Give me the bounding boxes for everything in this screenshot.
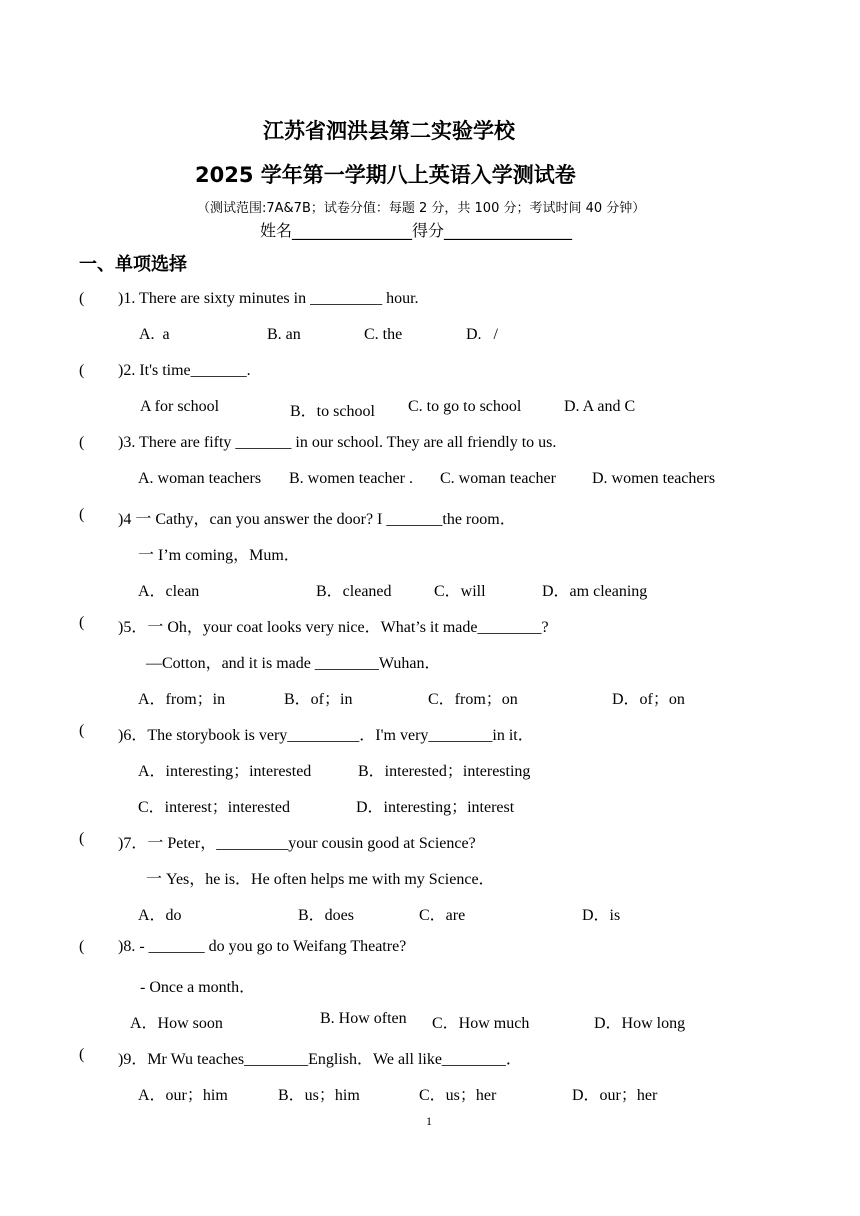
question-line2: - Once a month． — [140, 979, 256, 996]
option-b: B．cleaned — [316, 583, 392, 600]
option-a: A. woman teachers — [138, 470, 262, 487]
option-d: D．our；her — [572, 1087, 658, 1104]
option-d: D. women teachers — [592, 470, 716, 487]
option-a: A．interesting；interested — [138, 763, 312, 780]
option-c: C．from；on — [428, 691, 518, 708]
option-d: D．is — [582, 907, 621, 924]
option-c: C．will — [434, 583, 486, 600]
option-c: C．How much — [432, 1015, 530, 1032]
option-a: A. a — [139, 326, 170, 343]
answer-paren: ( — [79, 614, 85, 631]
option-c: C．us；her — [419, 1087, 497, 1104]
option-d: D．am cleaning — [542, 583, 648, 600]
answer-paren: ( — [79, 830, 85, 847]
question-stem: )7．一 Peter，_________your cousin good at Science? — [118, 835, 476, 852]
answer-paren: ( — [79, 938, 85, 955]
question-stem: )1. There are sixty minutes in _________ hour. — [118, 290, 419, 307]
answer-paren: ( — [79, 1046, 85, 1063]
option-d: D．How long — [594, 1015, 686, 1032]
option-c: C．interest；interested — [138, 799, 290, 816]
question-line2: 一 I’m coming，Mum． — [138, 547, 300, 564]
question-stem: )6．The storybook is very_________．I'm very________in it． — [118, 727, 534, 744]
option-b: B. women teacher . — [289, 470, 413, 487]
answer-paren: ( — [79, 722, 85, 739]
option-d: D. A and C — [564, 398, 636, 415]
exam-info: （测试范围:7A&7B；试卷分值：每题 2 分，共 100 分；考试时间 40 分钟） — [197, 201, 646, 216]
exam-title: 2025 学年第一学期八上英语入学测试卷 — [195, 163, 576, 187]
option-b: B．to school — [290, 403, 375, 420]
answer-paren: ( — [79, 290, 85, 307]
option-c: C. to go to school — [408, 398, 522, 415]
page-number: 1 — [426, 1114, 432, 1128]
option-d: D．interesting；interest — [356, 799, 515, 816]
option-a: A．from；in — [138, 691, 226, 708]
question-stem: )8. - _______ do you go to Weifang Theatre? — [118, 938, 407, 955]
answer-paren: ( — [79, 434, 85, 451]
name-score-line: 姓名_______________得分________________ — [260, 221, 573, 240]
option-b: B. an — [267, 326, 301, 343]
option-a: A．do — [138, 907, 182, 924]
question-stem: )2. It's time_______. — [118, 362, 251, 379]
school-name: 江苏省泗洪县第二实验学校 — [263, 119, 515, 143]
option-c: C．are — [419, 907, 466, 924]
option-a: A for school — [140, 398, 220, 415]
option-a: A．our；him — [138, 1087, 228, 1104]
question-stem: )3. There are fifty _______ in our school. They are all friendly to us. — [118, 434, 557, 451]
option-d: D. / — [466, 326, 498, 343]
option-c: C. the — [364, 326, 403, 343]
option-b: B．does — [298, 907, 355, 924]
question-stem: )9．Mr Wu teaches________English．We all like________． — [118, 1051, 522, 1068]
option-b: B．us；him — [278, 1087, 360, 1104]
option-b: B．interested；interesting — [358, 763, 531, 780]
option-b: B. How often — [320, 1010, 407, 1027]
option-d: D．of；on — [612, 691, 685, 708]
question-stem: )5．一 Oh，your coat looks very nice．What’s it made________? — [118, 619, 549, 636]
question-line2: —Cotton，and it is made ________Wuhan． — [146, 655, 441, 672]
section-title: 一、单项选择 — [79, 254, 187, 275]
answer-paren: ( — [79, 506, 85, 523]
option-c: C. woman teacher — [440, 470, 556, 487]
option-b: B．of；in — [284, 691, 353, 708]
question-line2: 一 Yes，he is．He often helps me with my Science． — [146, 871, 495, 888]
answer-paren: ( — [79, 362, 85, 379]
question-stem: )4 一 Cathy，can you answer the door? I _______the room． — [118, 511, 516, 528]
option-a: A．clean — [138, 583, 200, 600]
option-a: A．How soon — [130, 1015, 223, 1032]
